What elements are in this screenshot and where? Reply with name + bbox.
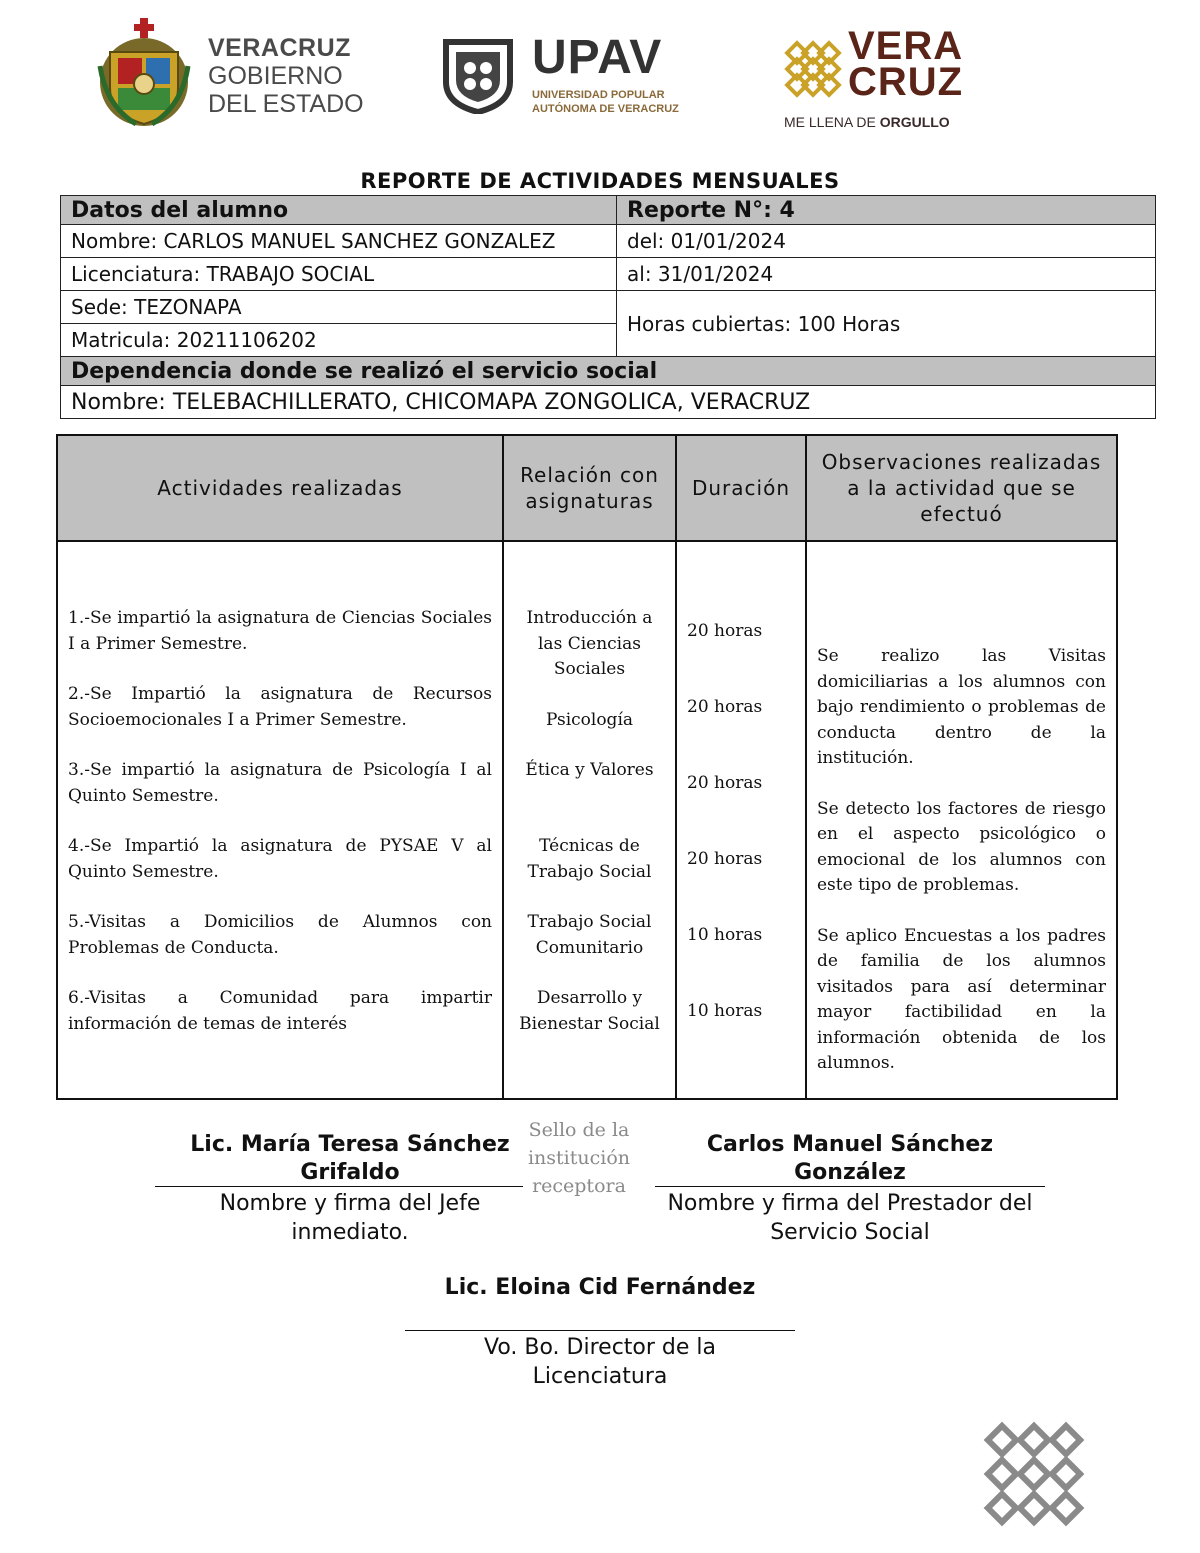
report-number: Reporte N°: 4 [617, 196, 1156, 225]
student-section-header: Datos del alumno [61, 196, 617, 225]
activities-table [56, 434, 1118, 1100]
relation-item: Trabajo Social Comunitario [527, 912, 652, 958]
veracruz-brand-line1: VERA [848, 24, 964, 68]
header-activities: Actividades realizadas [57, 435, 503, 541]
slogan-part-b: ORGULLO [879, 114, 950, 130]
supervisor-name: Lic. María Teresa Sánchez Grifaldo [190, 1132, 510, 1185]
dependency-name: Nombre: TELEBACHILLERATO, CHICOMAPA ZONGOLICA, VERACRUZ [61, 386, 1156, 419]
document-title: REPORTE DE ACTIVIDADES MENSUALES [360, 169, 840, 193]
student-enrollment: Matricula: 20211106202 [61, 324, 617, 357]
provider-role: Nombre y firma del Prestador del Servicio Social [667, 1191, 1033, 1245]
veracruz-brand-knot-logo [784, 40, 842, 98]
period-from: del: 01/01/2024 [617, 225, 1156, 258]
relation-column [503, 541, 676, 1099]
period-to: al: 31/01/2024 [617, 258, 1156, 291]
header-duration: Duración [676, 435, 806, 541]
activity-item: 5.-Visitas a Domicilios de Alumnos con Problemas de Conducta. [68, 912, 492, 958]
activities-column [57, 541, 503, 1099]
supervisor-signature-line [155, 1186, 523, 1187]
relation-item: Psicología [545, 710, 634, 730]
upav-wordmark [532, 31, 679, 116]
upav-name: UPAV [532, 31, 663, 84]
institution-stamp-placeholder: Sello de la institución receptora [527, 1119, 631, 1197]
observation-paragraph: Se detecto los factores de riesgo en el aspecto psicológico o emocional de los alumnos con este tipo de problemas. [817, 798, 1106, 895]
veracruz-brand-line2: CRUZ [848, 60, 964, 104]
veracruz-gobierno-wordmark [208, 36, 364, 117]
student-info-table [60, 195, 1156, 419]
duration-item: 10 horas [687, 925, 763, 945]
activity-item: 4.-Se Impartió la asignatura de PYSAE V al Quinto Semestre. [68, 836, 492, 882]
student-name: Nombre: CARLOS MANUEL SANCHEZ GONZALEZ [61, 225, 617, 258]
activity-item: 1.-Se impartió la asignatura de Ciencias Sociales I a Primer Semestre. [68, 608, 492, 654]
slogan-part-a: ME LLENA DE [784, 114, 880, 130]
hours-covered: Horas cubiertas: 100 Horas [617, 291, 1156, 357]
supervisor-role: Nombre y firma del Jefe inmediato. [219, 1191, 481, 1245]
relation-item: Ética y Valores [525, 760, 654, 780]
relation-item: Técnicas de Trabajo Social [527, 836, 652, 882]
dependency-header: Dependencia donde se realizó el servicio social [61, 357, 1156, 386]
director-name: Lic. Eloina Cid Fernández [444, 1275, 756, 1300]
duration-column [676, 541, 806, 1099]
duration-item: 10 horas [687, 1001, 763, 1021]
observations-column [806, 541, 1117, 1099]
observation-paragraph: Se aplico Encuestas a los padres de familia de los alumnos visitados para así determinar mayor factibilidad en la información obtenida de los alumnos. [817, 925, 1106, 1073]
relation-item: Introducción a las Ciencias Sociales [526, 608, 653, 679]
upav-line1: UNIVERSIDAD POPULAR [532, 89, 665, 101]
duration-item: 20 horas [687, 773, 763, 793]
provider-signature-line [655, 1186, 1045, 1187]
veracruz-brand-wordmark [848, 24, 964, 104]
relation-item: Desarrollo y Bienestar Social [519, 988, 660, 1034]
duration-item: 20 horas [687, 849, 763, 869]
activity-item: 2.-Se Impartió la asignatura de Recursos Socioemocionales I a Primer Semestre. [68, 684, 492, 730]
director-signature-line [405, 1330, 795, 1331]
knot-ornament-icon [982, 1420, 1086, 1528]
observations-text [817, 644, 1106, 1102]
activity-item: 3.-Se impartió la asignatura de Psicología I al Quinto Semestre. [68, 760, 492, 806]
student-degree: Licenciatura: TRABAJO SOCIAL [61, 258, 617, 291]
activity-item: 6.-Visitas a Comunidad para impartir información de temas de interés [68, 988, 492, 1034]
provider-name: Carlos Manuel Sánchez González [706, 1132, 994, 1185]
student-campus: Sede: TEZONAPA [61, 291, 617, 324]
veracruz-gov-line1: VERACRUZ [208, 34, 351, 62]
header-relation: Relación con asignaturas [503, 435, 676, 541]
upav-shield-logo [442, 38, 514, 114]
veracruz-brand-slogan [784, 114, 950, 130]
veracruz-coat-of-arms-logo [96, 16, 192, 128]
director-role: Vo. Bo. Director de la Licenciatura [483, 1335, 716, 1389]
upav-line2: AUTÓNOMA DE VERACRUZ [532, 103, 679, 115]
duration-item: 20 horas [687, 621, 763, 641]
header-observations: Observaciones realizadas a la actividad que se efectuó [806, 435, 1117, 541]
veracruz-gov-line3: DEL ESTADO [208, 90, 364, 118]
veracruz-gov-line2: GOBIERNO [208, 62, 343, 90]
observation-paragraph: Se realizo las Visitas domiciliarias a los alumnos con bajo rendimiento o problemas de conducta dentro de la institución. [817, 646, 1106, 768]
duration-item: 20 horas [687, 697, 763, 717]
